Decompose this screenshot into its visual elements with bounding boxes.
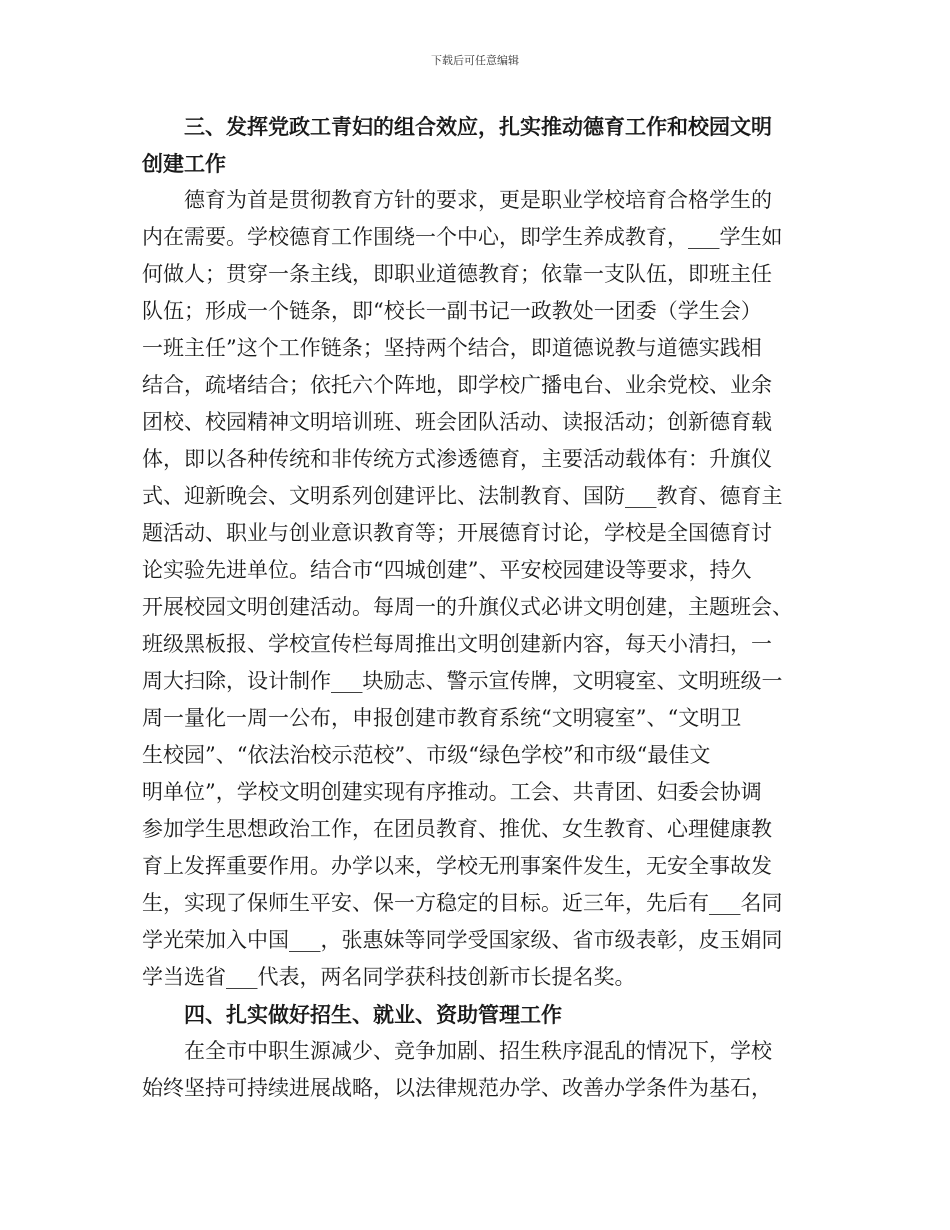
section-3-paragraph (142, 182, 812, 996)
section-3-heading (142, 108, 812, 182)
heading-line: 创建工作 (142, 151, 226, 176)
paragraph-line: 体，即以各种传统和非传统方式渗透德育，主要活动载体有：升旗仪 (142, 447, 772, 471)
paragraph-line: 德育为首是贯彻教育方针的要求，更是职业学校培育合格学生的 (184, 188, 772, 212)
paragraph-line: 内在需要。学校德育工作围绕一个中心，即学生养成教育，___学生如 (142, 225, 783, 249)
page-header: 下载后可任意编辑 (431, 54, 519, 67)
paragraph-line: 何做人；贯穿一条主线，即职业道德教育；依靠一支队伍，即班主任 (142, 262, 772, 286)
section-4-paragraph (142, 1033, 812, 1107)
paragraph-line: 结合，疏堵结合；依托六个阵地，即学校广播电台、业余党校、业余 (142, 373, 772, 397)
paragraph-line: 式、迎新晚会、文明系列创建评比、法制教育、国防___教育、德育主 (142, 484, 783, 508)
paragraph-line: 学当选省___代表，两名同学获科技创新市长提名奖。 (142, 965, 636, 989)
paragraph-line: 育上发挥重要作用。办学以来，学校无刑事案件发生，无安全事故发 (142, 854, 772, 878)
paragraph-line: 班级黑板报、学校宣传栏每周推出文明创建新内容，每天小清扫，一 (142, 632, 772, 656)
paragraph-line: 队伍；形成一个链条，即“校长一副书记一政教处一团委（学生会） (142, 299, 762, 323)
paragraph-line: 论实验先进单位。结合市“四城创建”、平安校园建设等要求，持久 (142, 558, 752, 582)
paragraph-line: 周一量化一周一公布，申报创建市教育系统“文明寝室”、“文明卫 (142, 706, 742, 730)
paragraph-line: 参加学生思想政治工作，在团员教育、推优、女生教育、心理健康教 (142, 817, 772, 841)
paragraph-line: 生，实现了保师生平安、保一方稳定的目标。近三年，先后有___名同 (142, 891, 783, 915)
heading-line: 三、发挥党政工青妇的组合效应，扎实推动德育工作和校园文明 (184, 114, 772, 139)
paragraph-line: 团校、校园精神文明培训班、班会团队活动、读报活动；创新德育载 (142, 410, 772, 434)
paragraph-line: 在全市中职生源减少、竞争加剧、招生秩序混乱的情况下，学校 (184, 1039, 772, 1063)
paragraph-line: 开展校园文明创建活动。每周一的升旗仪式必讲文明创建，主题班会、 (142, 595, 793, 619)
paragraph-line: 题活动、职业与创业意识教育等；开展德育讨论，学校是全国德育讨 (142, 521, 772, 545)
heading-line: 四、扎实做好招生、就业、资助管理工作 (184, 1002, 562, 1027)
paragraph-line: 周大扫除，设计制作___块励志、警示宣传牌，文明寝室、文明班级一 (142, 669, 783, 693)
paragraph-line: 明单位”，学校文明创建实现有序推动。工会、共青团、妇委会协调 (142, 780, 762, 804)
document-body (142, 108, 812, 1107)
paragraph-line: 学光荣加入中国___，张惠妹等同学受国家级、省市级表彰，皮玉娟同 (142, 928, 783, 952)
section-4-heading (142, 996, 812, 1033)
paragraph-line: 始终坚持可持续进展战略，以法律规范办学、改善办学条件为基石， (142, 1076, 772, 1100)
paragraph-line: 一班主任”这个工作链条；坚持两个结合，即道德说教与道德实践相 (142, 336, 762, 360)
paragraph-line: 生校园”、“依法治校示范校”、市级“绿色学校”和市级“最佳文 (142, 743, 711, 767)
